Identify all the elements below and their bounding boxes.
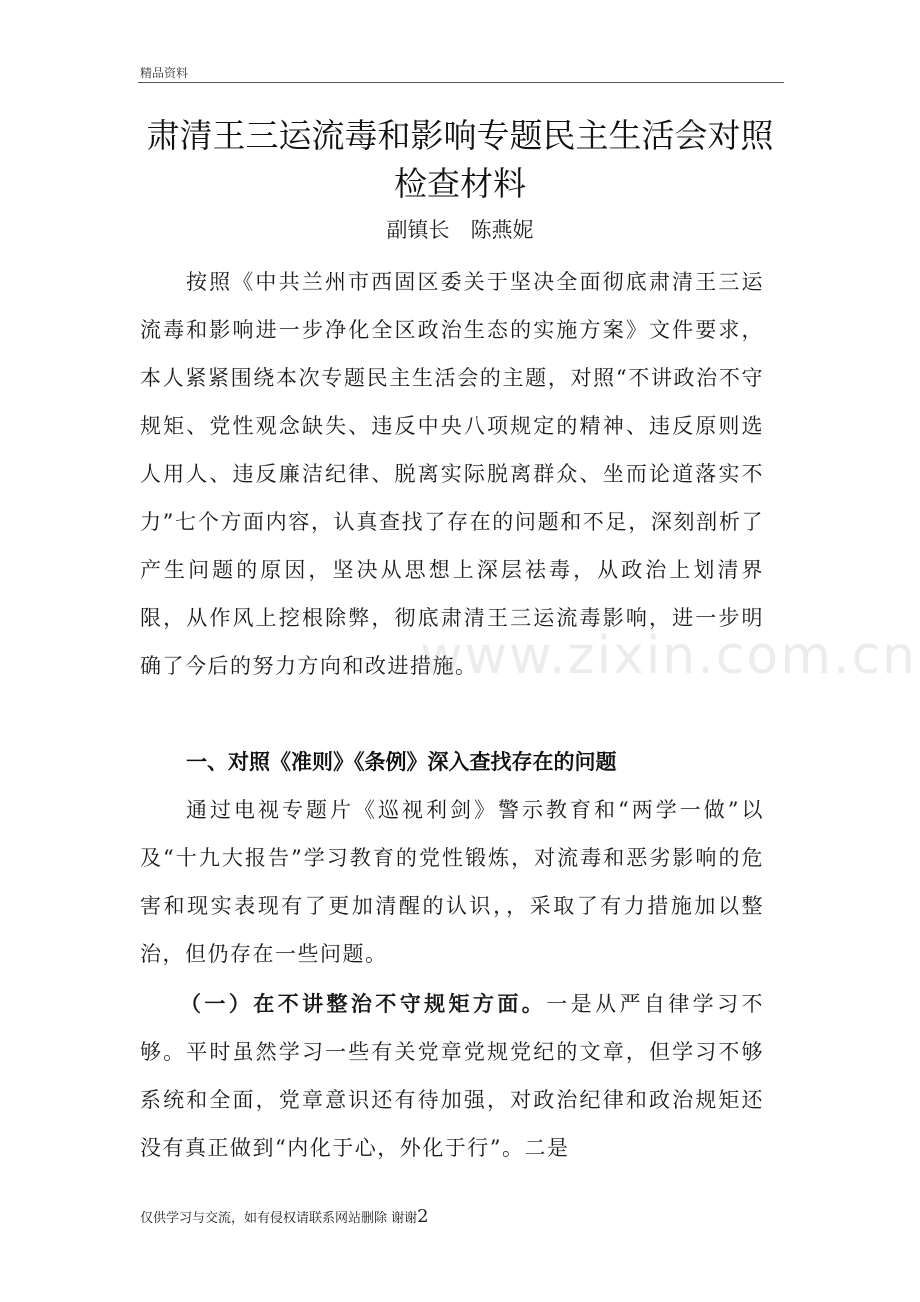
- footer: [140, 1206, 429, 1227]
- footer-notice: 仅供学习与交流，如有侵权请联系网站删除 谢谢: [140, 1211, 418, 1226]
- author-line: 副镇长 陈燕妮: [386, 218, 534, 242]
- subsection-lead: （一）在不讲整治不守规矩方面。: [180, 991, 547, 1016]
- body-paragraph: 通过电视专题片《巡视利剑》警示教育和“两学一做”以及“十九大报告”学习教育的党性锻炼，对流毒和恶劣影响的危害和现实表现有了更加清醒的认识，，采取了有力措施加以整治，但仍存在一些问题。: [140, 798, 764, 966]
- watermark: www.zixin.com.cn: [420, 626, 917, 686]
- header-label: 精品资料: [140, 66, 189, 80]
- subsection-paragraph: [140, 980, 764, 1172]
- intro-paragraph: 按照《中共兰州市西固区委关于坚决全面彻底肃清王三运流毒和影响进一步净化全区政治生态的实施方案》文件要求，本人紧紧围绕本次专题民主生活会的主题，对照“不讲政治不守规矩、党性观念缺失、违反中央八项规定的精神、违反原则选人用人、违反廉洁纪律、脱离实际脱离群众、坐而论道落实不力”七个方面内容，认真查找了存在的问题和不足，深刻剖析了产生问题的原因，坚决从思想上深层祛毒，从政治上划清界限，从作风上挖根除弊，彻底肃清王三运流毒影响，进一步明确了今后的努力方向和改进措施。: [140, 270, 764, 678]
- page-number: 2: [417, 1206, 429, 1227]
- document-title: 肃清王三运流毒和影响专题民主生活会对照检查材料: [146, 116, 774, 203]
- header-divider: [138, 82, 784, 83]
- subsection-text: 一是从严自律学习不够。平时虽然学习一些有关党章党规党纪的文章，但学习不够系统和全面，党章意识还有待加强，对政治纪律和政治规矩还没有真正做到“内化于心，外化于行”。二是: [140, 992, 765, 1160]
- section-heading: 一、对照《准则》《条例》深入查找存在的问题: [186, 750, 617, 774]
